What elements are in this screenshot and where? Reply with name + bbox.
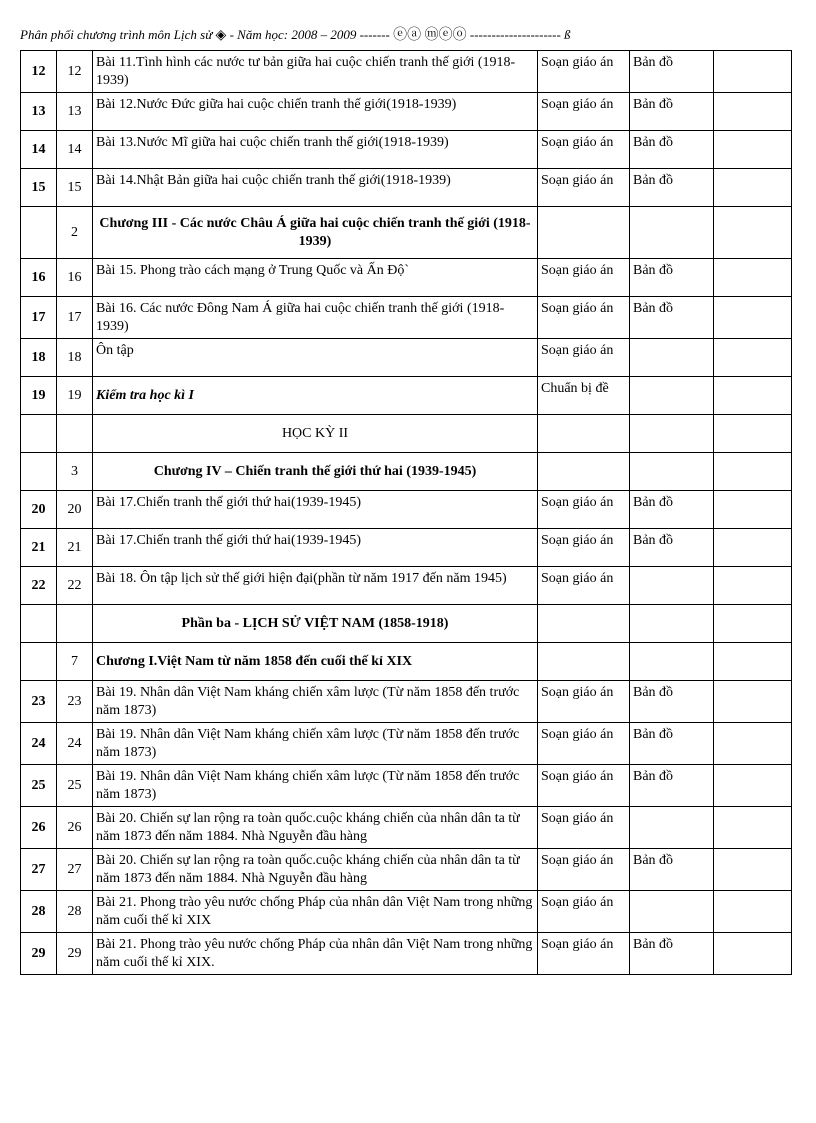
semester-heading-cell: HỌC KỲ II: [93, 415, 538, 453]
notes-cell: [714, 891, 792, 933]
table-row: [21, 51, 792, 93]
row-number-cell: [21, 415, 57, 453]
notes-cell: [714, 681, 792, 723]
period-cell: 29: [57, 933, 93, 975]
notes-cell: [714, 207, 792, 259]
period-cell: 24: [57, 723, 93, 765]
notes-cell: [714, 933, 792, 975]
period-cell: 17: [57, 297, 93, 339]
table-row: [21, 849, 792, 891]
row-number-cell: 13: [21, 93, 57, 131]
row-number-cell: 14: [21, 131, 57, 169]
table-row: [21, 643, 792, 681]
teaching-aid-cell: [630, 339, 714, 377]
table-row: [21, 529, 792, 567]
teaching-aid-cell: Bản đồ: [630, 297, 714, 339]
lesson-title-cell: Bài 20. Chiến sự lan rộng ra toàn quốc.cuộc kháng chiến của nhân dân ta từ năm 1873 đến năm 1884. Nhà Nguyễn đầu hàng: [93, 807, 538, 849]
preparation-cell: Soạn giáo án: [538, 169, 630, 207]
notes-cell: [714, 377, 792, 415]
preparation-cell: Soạn giáo án: [538, 891, 630, 933]
period-cell: 13: [57, 93, 93, 131]
notes-cell: [714, 339, 792, 377]
notes-cell: [714, 51, 792, 93]
period-cell: 15: [57, 169, 93, 207]
table-row: [21, 765, 792, 807]
period-cell: 16: [57, 259, 93, 297]
row-number-cell: 21: [21, 529, 57, 567]
curriculum-table-body: [21, 51, 792, 975]
period-cell: 28: [57, 891, 93, 933]
lesson-title-cell: Bài 11.Tình hình các nước tư bản giữa hai cuộc chiến tranh thế giới (1918-1939): [93, 51, 538, 93]
preparation-cell: Soạn giáo án: [538, 259, 630, 297]
row-number-cell: [21, 453, 57, 491]
preparation-cell: Soạn giáo án: [538, 339, 630, 377]
period-cell: 2: [57, 207, 93, 259]
lesson-title-cell: Bài 20. Chiến sự lan rộng ra toàn quốc.cuộc kháng chiến của nhân dân ta từ năm 1873 đến năm 1884. Nhà Nguyễn đầu hàng: [93, 849, 538, 891]
preparation-cell: Soạn giáo án: [538, 131, 630, 169]
curriculum-table: [20, 50, 792, 975]
table-row: [21, 415, 792, 453]
table-row: [21, 453, 792, 491]
table-row: [21, 207, 792, 259]
chapter-heading-cell: Chương III - Các nước Châu Á giữa hai cuộc chiến tranh thế giới (1918-1939): [93, 207, 538, 259]
notes-cell: [714, 169, 792, 207]
chapter-heading-cell: Phần ba - LỊCH SỬ VIỆT NAM (1858-1918): [93, 605, 538, 643]
preparation-cell: [538, 605, 630, 643]
preparation-cell: Soạn giáo án: [538, 933, 630, 975]
table-row: [21, 93, 792, 131]
period-cell: 25: [57, 765, 93, 807]
table-row: [21, 605, 792, 643]
row-number-cell: [21, 207, 57, 259]
lesson-title-cell: Bài 12.Nước Đức giữa hai cuộc chiến tranh thế giới(1918-1939): [93, 93, 538, 131]
table-row: [21, 259, 792, 297]
notes-cell: [714, 723, 792, 765]
notes-cell: [714, 259, 792, 297]
row-number-cell: 19: [21, 377, 57, 415]
period-cell: 12: [57, 51, 93, 93]
lesson-title-cell: Bài 19. Nhân dân Việt Nam kháng chiến xâm lược (Từ năm 1858 đến trước năm 1873): [93, 765, 538, 807]
period-cell: 21: [57, 529, 93, 567]
teaching-aid-cell: Bản đồ: [630, 765, 714, 807]
table-row: [21, 131, 792, 169]
row-number-cell: [21, 643, 57, 681]
table-row: [21, 377, 792, 415]
lesson-title-cell: Bài 16. Các nước Đông Nam Á giữa hai cuộc chiến tranh thế giới (1918-1939): [93, 297, 538, 339]
lesson-title-cell: Bài 21. Phong trào yêu nước chống Pháp của nhân dân Việt Nam trong những năm cuối thế kỉ XIX.: [93, 933, 538, 975]
table-row: [21, 891, 792, 933]
preparation-cell: Soạn giáo án: [538, 681, 630, 723]
table-row: [21, 681, 792, 723]
notes-cell: [714, 529, 792, 567]
period-cell: 20: [57, 491, 93, 529]
notes-cell: [714, 297, 792, 339]
notes-cell: [714, 415, 792, 453]
period-cell: 18: [57, 339, 93, 377]
period-cell: 23: [57, 681, 93, 723]
preparation-cell: Soạn giáo án: [538, 93, 630, 131]
teaching-aid-cell: [630, 207, 714, 259]
notes-cell: [714, 643, 792, 681]
lesson-title-cell: Bài 17.Chiến tranh thế giới thứ hai(1939-1945): [93, 529, 538, 567]
row-number-cell: 27: [21, 849, 57, 891]
header-end-mark: ß: [564, 27, 571, 42]
row-number-cell: 23: [21, 681, 57, 723]
table-row: [21, 567, 792, 605]
period-cell: [57, 605, 93, 643]
row-number-cell: 15: [21, 169, 57, 207]
preparation-cell: Soạn giáo án: [538, 807, 630, 849]
header-symbols: ⓔⓐ ⓜⓔⓞ: [393, 28, 467, 43]
table-row: [21, 807, 792, 849]
lesson-title-cell: Bài 14.Nhật Bản giữa hai cuộc chiến tranh thế giới(1918-1939): [93, 169, 538, 207]
row-number-cell: 17: [21, 297, 57, 339]
lesson-title-cell: Bài 21. Phong trào yêu nước chống Pháp của nhân dân Việt Nam trong những năm cuối thế kỉ XIX: [93, 891, 538, 933]
notes-cell: [714, 807, 792, 849]
preparation-cell: Soạn giáo án: [538, 491, 630, 529]
period-cell: 14: [57, 131, 93, 169]
preparation-cell: Soạn giáo án: [538, 723, 630, 765]
teaching-aid-cell: Bản đồ: [630, 131, 714, 169]
teaching-aid-cell: [630, 415, 714, 453]
notes-cell: [714, 93, 792, 131]
exam-title-cell: Kiểm tra học kì I: [93, 377, 538, 415]
preparation-cell: [538, 643, 630, 681]
notes-cell: [714, 131, 792, 169]
row-number-cell: 24: [21, 723, 57, 765]
table-row: [21, 933, 792, 975]
header-dashes: ---------------------: [469, 27, 561, 42]
chapter-heading-cell: Chương I.Việt Nam từ năm 1858 đến cuối thế kỉ XIX: [93, 643, 538, 681]
lesson-title-cell: Ôn tập: [93, 339, 538, 377]
notes-cell: [714, 765, 792, 807]
page-header: [20, 22, 800, 48]
table-row: [21, 723, 792, 765]
lesson-title-cell: Bài 15. Phong trào cách mạng ở Trung Quốc và Ấn Độ`: [93, 259, 538, 297]
teaching-aid-cell: [630, 377, 714, 415]
row-number-cell: 12: [21, 51, 57, 93]
preparation-cell: Soạn giáo án: [538, 567, 630, 605]
notes-cell: [714, 605, 792, 643]
teaching-aid-cell: Bản đồ: [630, 93, 714, 131]
teaching-aid-cell: Bản đồ: [630, 169, 714, 207]
notes-cell: [714, 491, 792, 529]
period-cell: 22: [57, 567, 93, 605]
preparation-cell: Soạn giáo án: [538, 51, 630, 93]
teaching-aid-cell: Bản đồ: [630, 51, 714, 93]
preparation-cell: Soạn giáo án: [538, 765, 630, 807]
period-cell: 7: [57, 643, 93, 681]
lesson-title-cell: Bài 19. Nhân dân Việt Nam kháng chiến xâm lược (Từ năm 1858 đến trước năm 1873): [93, 723, 538, 765]
preparation-cell: [538, 453, 630, 491]
notes-cell: [714, 567, 792, 605]
preparation-cell: [538, 207, 630, 259]
teaching-aid-cell: Bản đồ: [630, 723, 714, 765]
globe-icon: ◈: [215, 28, 227, 43]
teaching-aid-cell: Bản đồ: [630, 529, 714, 567]
table-row: [21, 339, 792, 377]
teaching-aid-cell: [630, 891, 714, 933]
row-number-cell: 20: [21, 491, 57, 529]
row-number-cell: [21, 605, 57, 643]
teaching-aid-cell: Bản đồ: [630, 933, 714, 975]
teaching-aid-cell: [630, 605, 714, 643]
header-school-year: - Năm học: 2008 – 2009 -------: [229, 27, 390, 42]
preparation-cell: [538, 415, 630, 453]
table-row: [21, 169, 792, 207]
teaching-aid-cell: Bản đồ: [630, 849, 714, 891]
teaching-aid-cell: [630, 453, 714, 491]
teaching-aid-cell: Bản đồ: [630, 681, 714, 723]
preparation-cell: Soạn giáo án: [538, 297, 630, 339]
header-title: Phân phối chương trình môn Lịch sử: [20, 27, 213, 42]
row-number-cell: 25: [21, 765, 57, 807]
row-number-cell: 29: [21, 933, 57, 975]
row-number-cell: 16: [21, 259, 57, 297]
preparation-cell: Soạn giáo án: [538, 849, 630, 891]
table-row: [21, 297, 792, 339]
lesson-title-cell: Bài 19. Nhân dân Việt Nam kháng chiến xâm lược (Từ năm 1858 đến trước năm 1873): [93, 681, 538, 723]
preparation-cell: Soạn giáo án: [538, 529, 630, 567]
preparation-cell: Chuẩn bị đề: [538, 377, 630, 415]
lesson-title-cell: Bài 13.Nước Mĩ giữa hai cuộc chiến tranh thế giới(1918-1939): [93, 131, 538, 169]
teaching-aid-cell: [630, 643, 714, 681]
period-cell: 27: [57, 849, 93, 891]
period-cell: 19: [57, 377, 93, 415]
row-number-cell: 22: [21, 567, 57, 605]
teaching-aid-cell: [630, 807, 714, 849]
notes-cell: [714, 453, 792, 491]
period-cell: 3: [57, 453, 93, 491]
lesson-title-cell: Bài 18. Ôn tập lịch sử thế giới hiện đại(phần từ năm 1917 đến năm 1945): [93, 567, 538, 605]
period-cell: [57, 415, 93, 453]
lesson-title-cell: Bài 17.Chiến tranh thế giới thứ hai(1939-1945): [93, 491, 538, 529]
teaching-aid-cell: Bản đồ: [630, 259, 714, 297]
row-number-cell: 26: [21, 807, 57, 849]
chapter-heading-cell: Chương IV – Chiến tranh thế giới thứ hai (1939-1945): [93, 453, 538, 491]
table-row: [21, 491, 792, 529]
period-cell: 26: [57, 807, 93, 849]
teaching-aid-cell: [630, 567, 714, 605]
teaching-aid-cell: Bản đồ: [630, 491, 714, 529]
notes-cell: [714, 849, 792, 891]
row-number-cell: 18: [21, 339, 57, 377]
row-number-cell: 28: [21, 891, 57, 933]
